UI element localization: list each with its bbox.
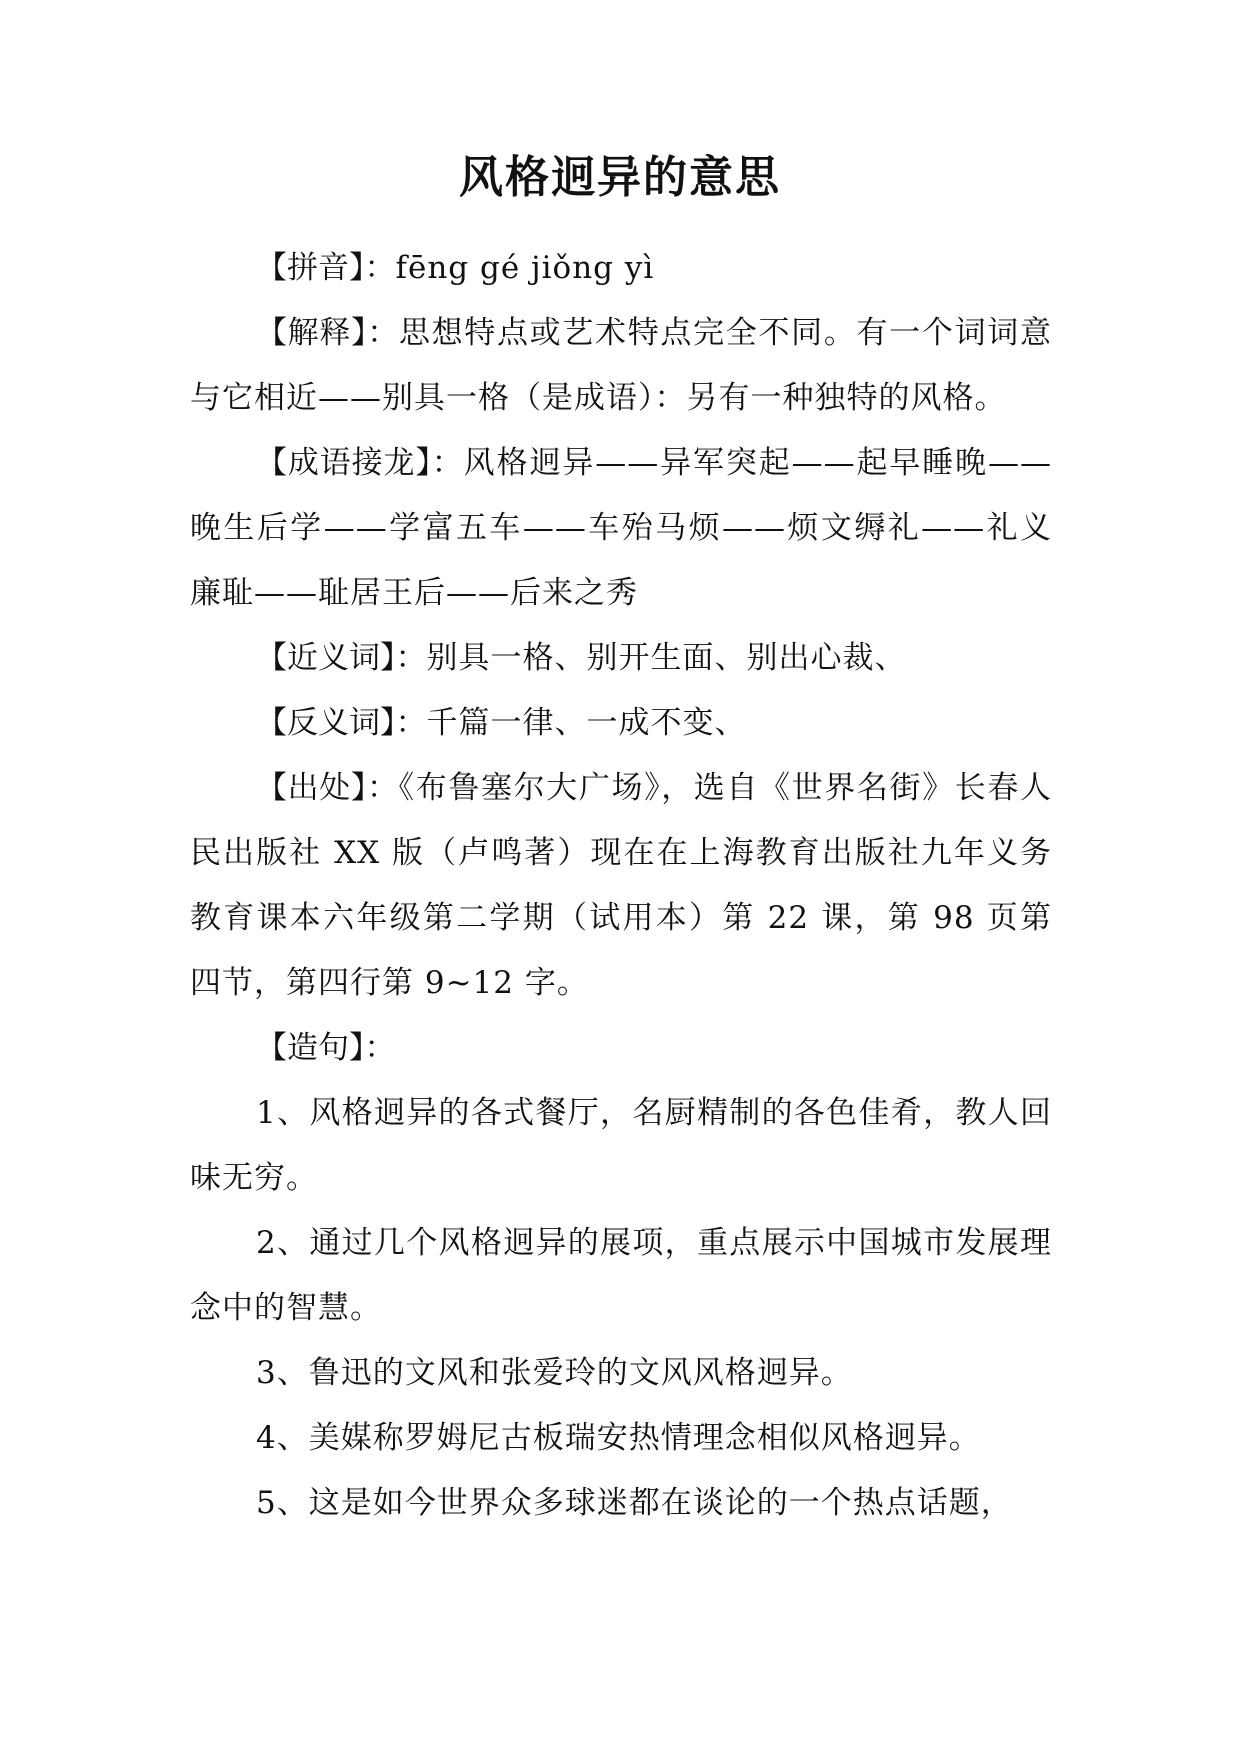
entry-text: 思想特点或艺术特点完全不同。有一个词词意与它相近——别具一格（是成语）：另有一种独特的风格。: [190, 315, 1052, 416]
entry-text: fēng gé jiǒng yì: [395, 250, 655, 286]
document-title: 风格迥异的意思: [459, 152, 781, 203]
source-entry: [190, 756, 1052, 1016]
entry-text: 《布鲁塞尔大广场》，选自《世界名街》长春人民出版社 XX 版（卢鸣著）现在在上海教育出版社九年义务教育课本六年级第二学期（试用本）第 22 课，第 98 页第四节，第四行第 9~12 字。: [190, 770, 1053, 1001]
entry-text: 风格迥异——异军突起——起早睡晚——晚生后学——学富五车——车殆马烦——烦文缛礼——礼义廉耻——耻居王后——后来之秀: [190, 445, 1053, 611]
example-sentences-entry: [190, 1016, 1052, 1081]
entry-label: 【成语接龙】：: [256, 445, 464, 481]
entry-text: 别具一格、别开生面、别出心裁、: [426, 640, 907, 676]
example-sentence: 4、美媒称罗姆尼古板瑞安热情理念相似风格迥异。: [256, 1420, 981, 1456]
example-sentence: 1、风格迥异的各式餐厅，名厨精制的各色佳肴，教人回味无穷。: [190, 1095, 1052, 1196]
document-body: [190, 236, 1052, 1536]
explanation-entry: [190, 301, 1052, 431]
pinyin-entry: [190, 236, 1052, 301]
idiom-chain-entry: [190, 431, 1052, 626]
example-sentence: 2、通过几个风格迥异的展项，重点展示中国城市发展理念中的智慧。: [190, 1225, 1052, 1326]
entry-label: 【拼音】：: [256, 250, 396, 286]
entry-label: 【反义词】：: [256, 705, 427, 741]
entry-label: 【近义词】：: [256, 640, 427, 676]
entry-label: 【出处】：: [256, 770, 399, 806]
antonyms-entry: [190, 691, 1052, 756]
entry-label: 【解释】：: [256, 315, 399, 351]
example-sentence: 5、这是如今世界众多球迷都在谈论的一个热点话题，: [256, 1485, 1013, 1521]
synonyms-entry: [190, 626, 1052, 691]
entry-text: 千篇一律、一成不变、: [426, 705, 747, 741]
example-sentence: 3、鲁迅的文风和张爱玲的文风风格迥异。: [256, 1355, 853, 1391]
entry-label: 【造句】：: [256, 1030, 396, 1066]
